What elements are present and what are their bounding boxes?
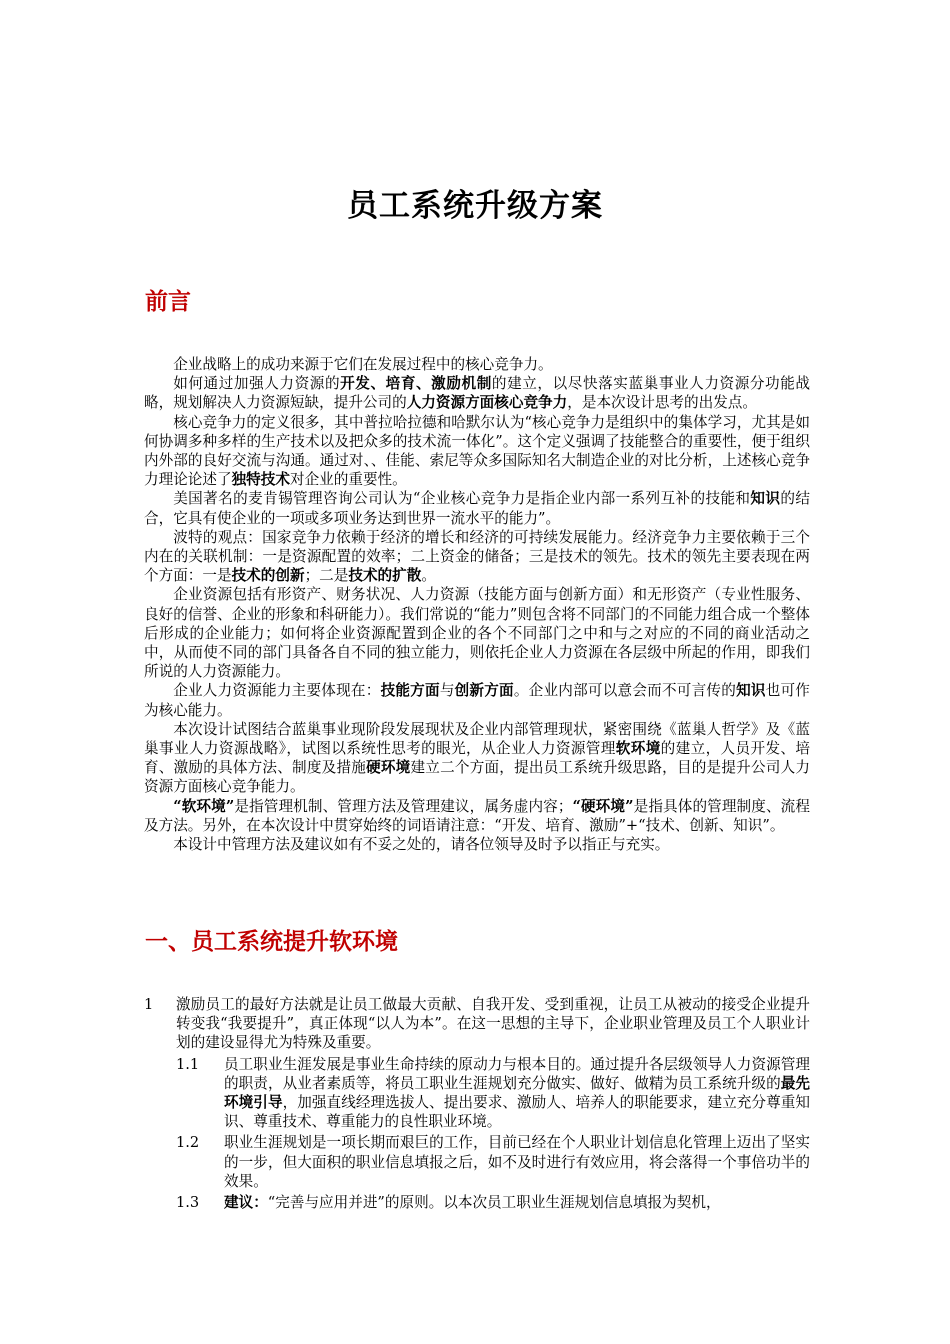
emphasis-text: 最先环境引导 (224, 1074, 810, 1112)
emphasis-text: 技术的扩散 (348, 567, 422, 585)
section-1-heading: 一、员工系统提升软环境 (145, 929, 398, 955)
list-item-text (224, 1193, 810, 1212)
preface-paragraph (144, 355, 810, 374)
emphasis-text: 知识 (750, 490, 781, 508)
text-run: 本次设计试图结合蓝巢事业现阶段发展现状及企业内部管理现状，紧密围绕《蓝巢人哲学》及《蓝巢事业人力资源战略》，试图以系统性思考的眼光，从企业人力资源管理 (144, 720, 810, 758)
text-run: 。 (421, 567, 436, 585)
text-run: 的建立，人员开发、培育、激励的具体方法、制度及措施 (144, 740, 810, 777)
text-run: ，加强直线经理选拔人、提出要求、激励人、培养人的职能要求，建立充分尊重知识、尊重技术、尊重能力的良性职业环境。 (224, 1094, 810, 1131)
text-run: 企业战略上的成功来源于它们在发展过程中的核心竞争力。 (173, 356, 553, 373)
preface-paragraph (144, 720, 810, 797)
section-1-list (144, 995, 810, 1212)
emphasis-text: 软环境 (615, 740, 661, 758)
list-item (144, 1193, 810, 1212)
text-run: 企业资源包括有形资产、财务状况、人力资源（技能方面与创新方面）和无形资产（专业性服务、良好的信誉、企业的形象和科研能力）。我们常说的“能力”则包含将不同部门的不同能力组合成一个整体后形成的企业能力；如何将企业资源配置到企业的各个不同部门之中和与之对应的不同的商业活动之中，从而使不同的部门具备各自不同的独立能力，则依托企业人力资源在各层级中所起的作用，即我们所说的人力资源能力。 (144, 586, 810, 681)
emphasis-text: 知识 (736, 682, 766, 700)
preface-paragraph (144, 681, 810, 719)
text-run: ；二是 (304, 567, 349, 585)
emphasis-text: “软环境” (173, 797, 235, 815)
emphasis-text: 独特技术 (231, 471, 290, 489)
page-title: 员工系统升级方案 (347, 188, 603, 224)
text-run: 企业人力资源能力主要体现在： (173, 682, 381, 700)
list-item-text (224, 1055, 810, 1132)
text-run: 员工职业生涯发展是事业生命持续的原动力与根本目的。通过提升各层级领导人力资源管理的职责，从业者素质等，将员工职业生涯规划充分做实、做好、做精为员工系统升级的 (224, 1055, 810, 1092)
list-item-text (224, 1133, 810, 1191)
text-run: 对企业的重要性。 (289, 471, 407, 489)
text-run: 激励员工的最好方法就是让员工做最大贡献、自我开发、受到重视，让员工从被动的接受企业提升转变我“我要提升”，真正体现“以人为本”。在这一思想的主导下，企业职业管理及员工个人职业计划的建设显得尤为特殊及重要。 (176, 996, 810, 1052)
text-run: 本设计中管理方法及建议如有不妥之处的，请各位领导及时予以指正与充实。 (173, 836, 670, 854)
list-item-text (176, 995, 810, 1053)
preface-paragraph (144, 528, 810, 586)
list-item (144, 1055, 810, 1132)
list-item-number: 1.2 (176, 1134, 200, 1152)
preface-body (144, 355, 810, 854)
list-item-number: 1.1 (176, 1055, 200, 1073)
preface-paragraph (144, 797, 810, 835)
list-item-number: 1.3 (176, 1194, 200, 1212)
list-item-number: 1 (144, 996, 154, 1013)
text-run: 也可作为核心能力。 (144, 682, 810, 719)
preface-paragraph (144, 374, 810, 412)
text-run: ，是本次设计思考的出发点。 (567, 394, 757, 412)
text-run: 建立二个方面，提出员工系统升级思路，目的是提升公司人力资源方面核心竞争能力。 (144, 759, 810, 796)
text-run: 美国著名的麦肯锡管理咨询公司认为“企业核心竞争力是指企业内部一系列互补的技能和 (173, 490, 751, 508)
emphasis-text: 开发、培育、激励机制 (340, 375, 492, 393)
list-item (144, 1133, 810, 1191)
list-item (144, 995, 810, 1053)
text-run: 职业生涯规划是一项长期而艰巨的工作，目前已经在个人职业计划信息化管理上迈出了坚实的一步，但大面积的职业信息填报之后，如不及时进行有效应用，将会落得一个事倍功半的效果。 (224, 1134, 810, 1190)
text-run: 如何通过加强人力资源的 (173, 375, 341, 393)
emphasis-text: 创新方面 (454, 682, 514, 700)
text-run: 核心竞争力的定义很多，其中普拉哈拉德和哈默尔认为“核心竞争力是组织中的集体学习，尤其是如何协调多种多样的生产技术以及把众多的技术流一体化”。这个定义强调了技能整合的重要性，便于组织内外部的良好交流与沟通。通过对、、佳能、索尼等众多国际知名大制造企业的对比分析，上述核心竞争力理论论述了 (144, 413, 810, 489)
text-run: 与 (439, 682, 455, 700)
preface-paragraph (144, 413, 810, 490)
text-run: 的结合，它具有使企业的一项或多项业务达到世界一流水平的能力”。 (144, 490, 810, 527)
text-run: 是指管理机制、管理方法及管理建议，属务虚内容； (234, 797, 573, 815)
text-run: 是指具体的管理制度、流程及方法。另外，在本次设计中贯穿始终的词语请注意：“开发、培育、激励”+“技术、创新、知识”。 (144, 797, 810, 834)
emphasis-text: 硬环境 (366, 759, 411, 777)
text-run: 的建立，以尽快落实蓝巢事业人力资源分功能战略，规划解决人力资源短缺，提升公司的 (144, 375, 810, 412)
text-run: 波特的观点：国家竞争力依赖于经济的增长和经济的可持续发展能力。经济竞争力主要依赖于三个内在的关联机制：一是资源配置的效率；二上资金的储备；三是技术的领先。技术的领先主要表现在两个方面：一是 (144, 528, 810, 585)
text-run: “完善与应用并进”的原则。以本次员工职业生涯规划信息填报为契机， (267, 1194, 721, 1212)
preface-paragraph (144, 585, 810, 681)
emphasis-text: 建议： (224, 1194, 268, 1212)
emphasis-text: 技术的创新 (231, 567, 305, 585)
preface-paragraph (144, 835, 810, 854)
preface-heading: 前言 (145, 289, 191, 315)
preface-paragraph (144, 489, 810, 527)
text-run: 。企业内部可以意会而不可言传的 (513, 682, 737, 700)
emphasis-text: “硬环境” (572, 797, 634, 815)
emphasis-text: 人力资源方面核心竞争力 (406, 394, 568, 412)
emphasis-text: 技能方面 (380, 682, 440, 700)
